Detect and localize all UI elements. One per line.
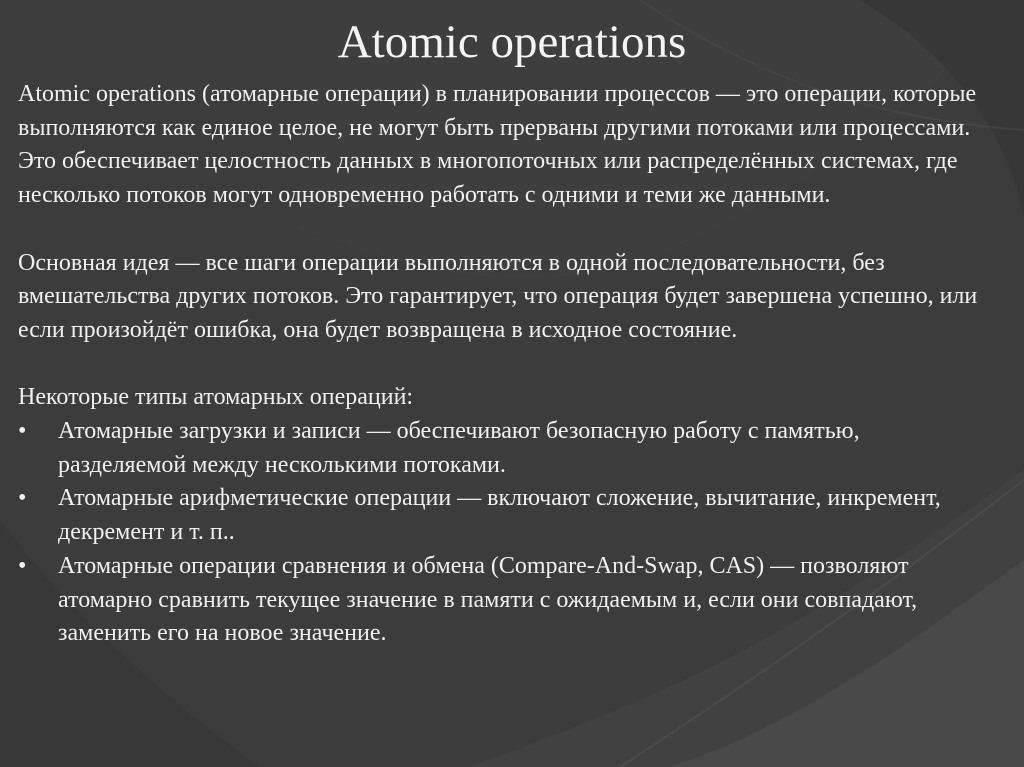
bullet-icon: • — [18, 485, 27, 512]
slide-content — [18, 78, 993, 651]
main-idea-paragraph: Основная идея — все шаги операции выполняются в одной последовательности, без вмешательства других потоков. Это гарантирует, что операция будет завершена успешно, или если произойдёт ошибка, она будет возвращена в исходное состояние. — [18, 249, 978, 343]
operation-types-list — [18, 415, 993, 651]
list-item — [18, 482, 993, 549]
bullet-icon: • — [18, 552, 27, 579]
list-item-text: Атомарные арифметические операции — включают сложение, вычитание, инкремент, декремент и т. п.. — [58, 485, 941, 546]
intro-paragraph: Atomic operations (атомарные операции) в планировании процессов — это операции, которые выполняются как единое целое, не могут быть прерваны другими потоками или процессами. Это обеспечивает целостность данных в многопоточных или распределённых системах, где несколько потоков могут одновременно работать с одними и теми же данными. — [18, 81, 977, 209]
bullet-icon: • — [18, 418, 27, 444]
paragraph-spacer — [18, 348, 993, 382]
list-item — [18, 415, 993, 482]
list-item-text: Атомарные операции сравнения и обмена (Compare-And-Swap, CAS) — позволяют атомарно сравнить текущее значение в памяти с ожидаемым и, если они совпадают, заменить его на новое значение. — [58, 552, 918, 647]
slide-title: Atomic operations — [337, 16, 687, 68]
list-item — [18, 550, 993, 651]
paragraph-spacer — [18, 213, 993, 247]
list-intro: Некоторые типы атомарных операций: — [18, 384, 414, 411]
list-item-text: Атомарные загрузки и записи — обеспечивают безопасную работу с памятью, разделяемой между несколькими потоками. — [58, 418, 860, 478]
